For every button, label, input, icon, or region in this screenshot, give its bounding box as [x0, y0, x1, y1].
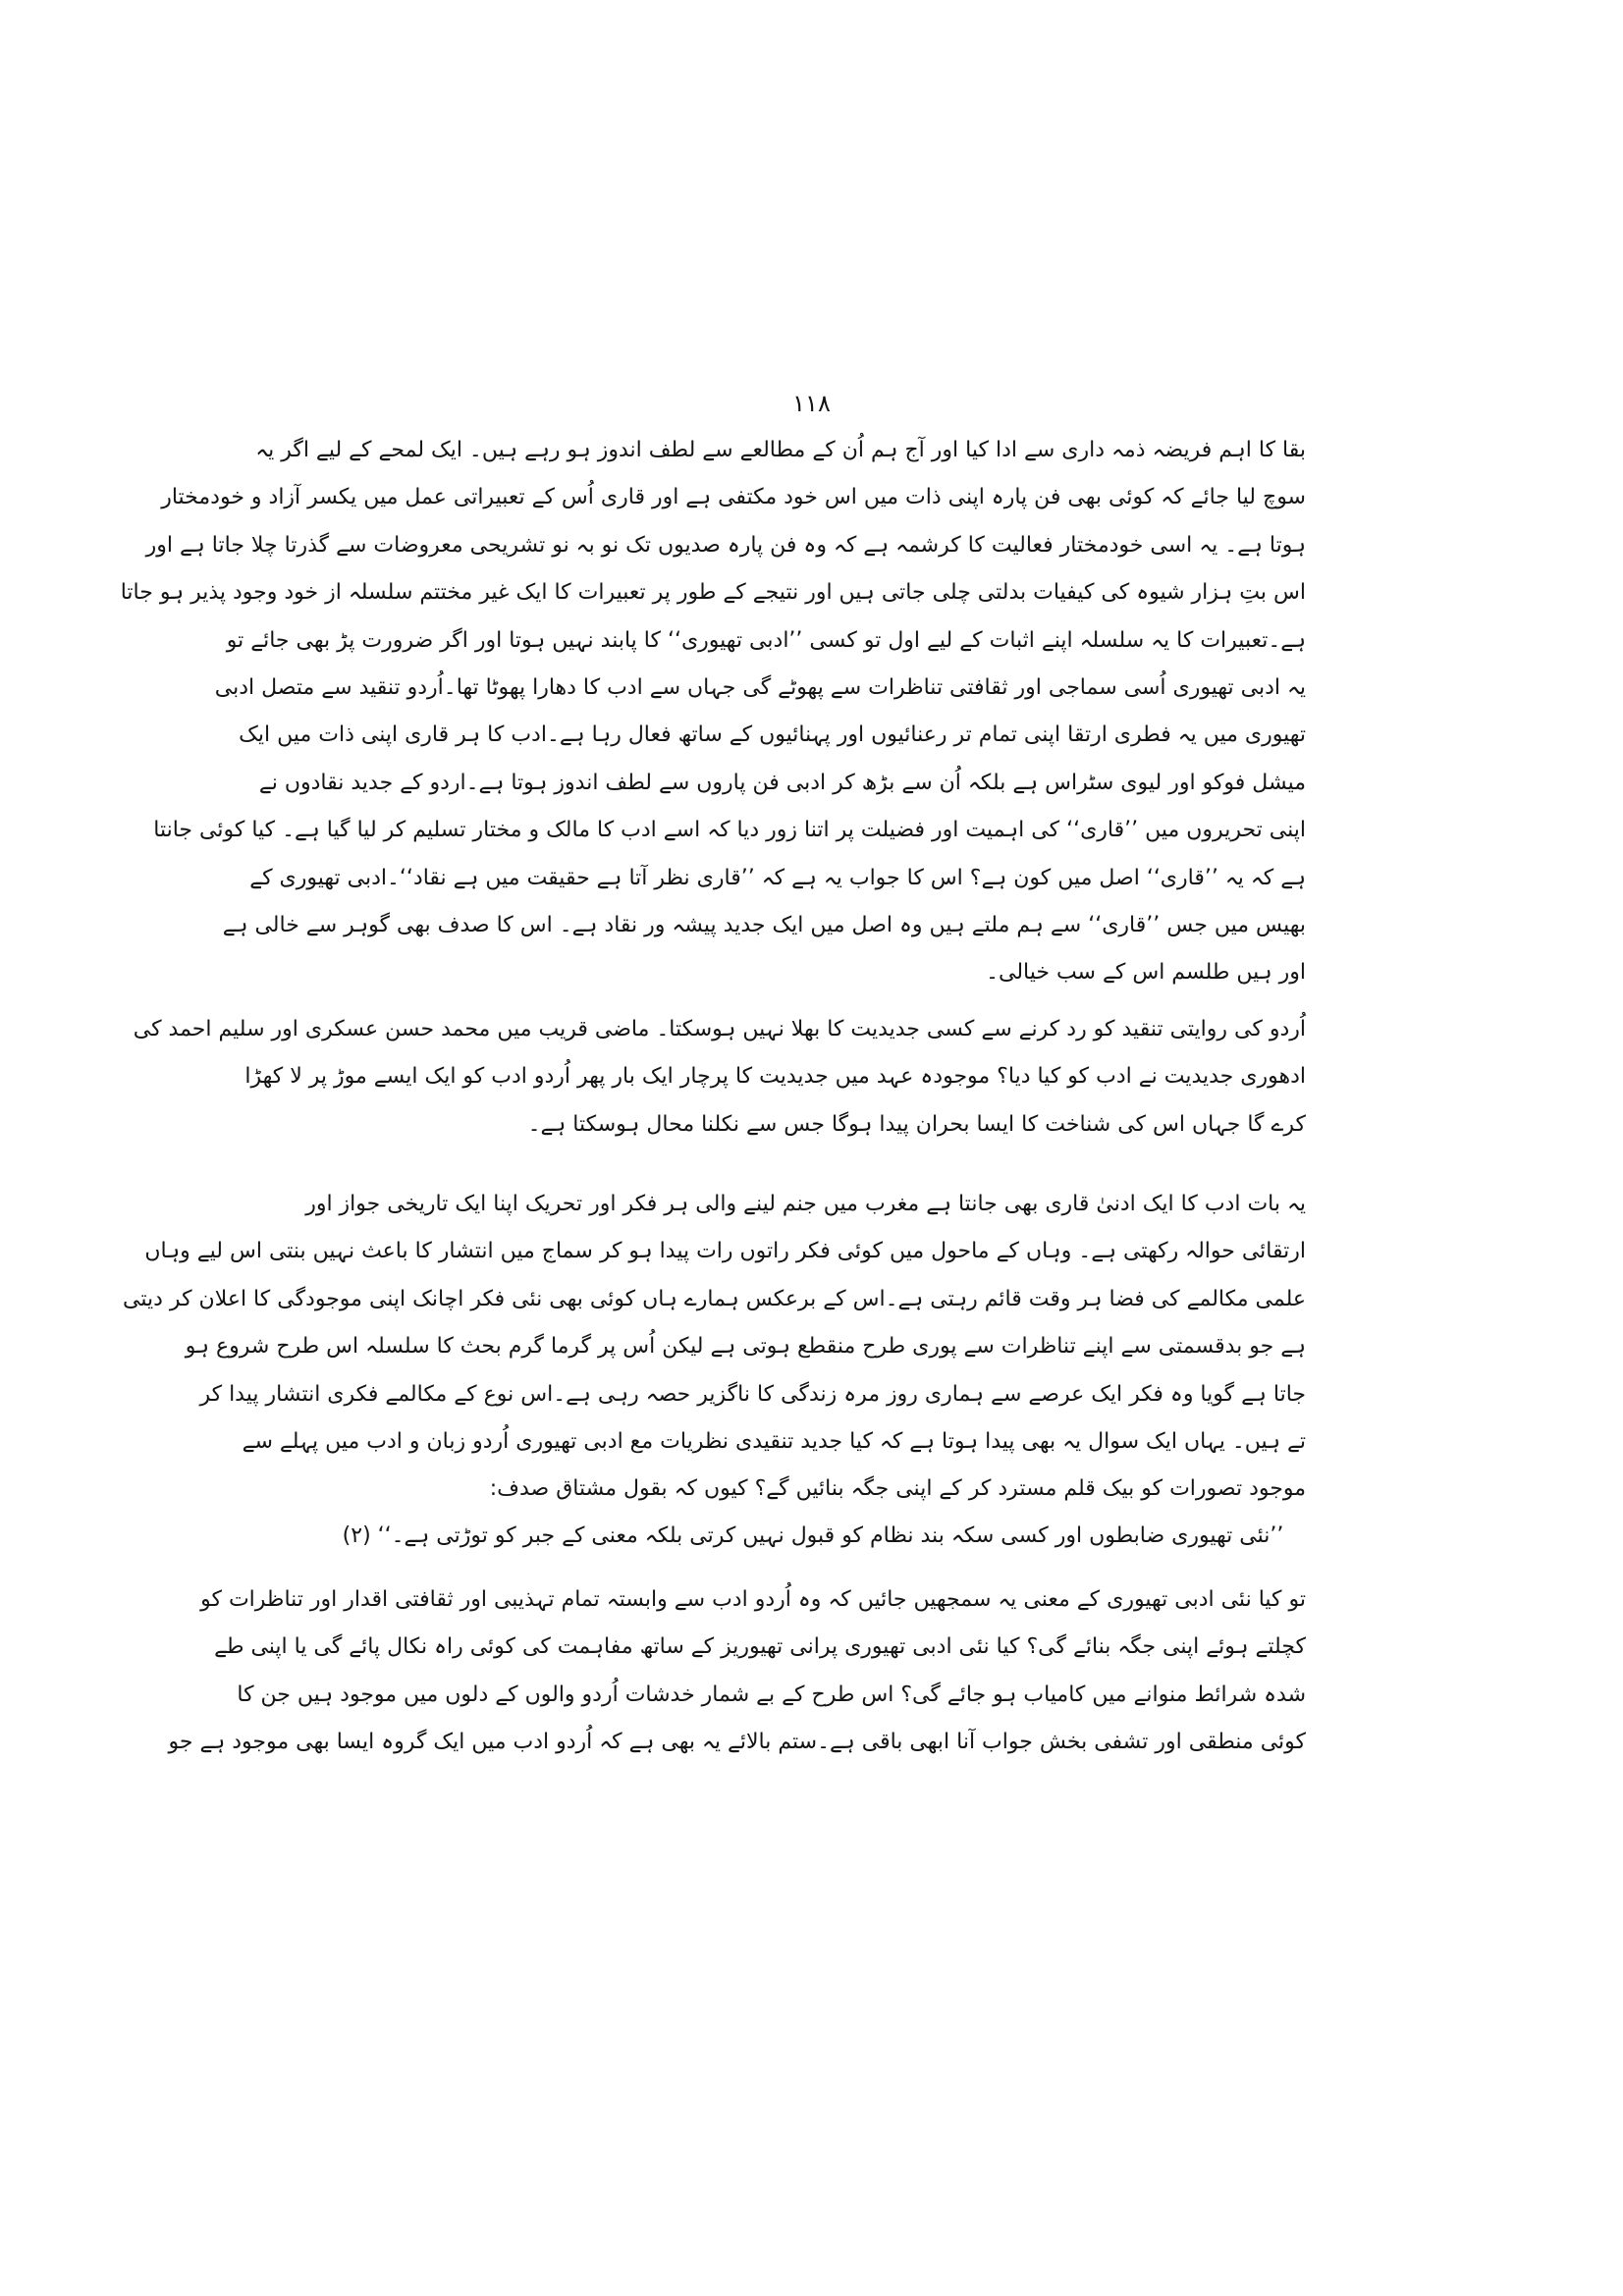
paragraph-line: اس بتِ ہزار شیوہ کی کیفیات بدلتی چلی جاتی ہیں اور نتیجے کے طور پر تعبیرات کا ایک غیر مختتم سلسلہ از خود وجود پذیر ہو جاتا — [120, 580, 1306, 606]
paragraph-line: اپنی تحریروں میں ’’قاری‘‘ کی اہمیت اور فضیلت پر اتنا زور دیا کہ اسے ادب کا مالک و مختار تسلیم کر لیا گیا ہے۔ کیا کوئی جانتا — [153, 818, 1306, 843]
paragraph-line: کرے گا جہاں اس کی شناخت کا ایسا بحران پیدا ہوگا جس سے نکلنا محال ہوسکتا ہے۔ — [527, 1111, 1306, 1137]
paragraph-line: ارتقائی حوالہ رکھتی ہے۔ وہاں کے ماحول میں کوئی فکر راتوں رات پیدا ہو کر سماج میں انتشار کا باعث نہیں بنتی اس لیے وہاں — [144, 1239, 1306, 1264]
paragraph-line: تھیوری میں یہ فطری ارتقا اپنی تمام تر رعنائیوں اور پہنائیوں کے ساتھ فعال رہا ہے۔ادب کا ہر قاری اپنی ذات میں ایک — [239, 722, 1306, 748]
paragraph-line: ہے کہ یہ ’’قاری‘‘ اصل میں کون ہے؟ اس کا جواب یہ ہے کہ ’’قاری نظر آتا ہے حقیقت میں ہے نقاد‘‘۔ادبی تھیوری کے — [249, 865, 1306, 890]
paragraph-1 — [120, 427, 1306, 997]
paragraph-line: ہے۔تعبیرات کا یہ سلسلہ اپنے اثبات کے لیے اول تو کسی ’’ادبی تھیوری‘‘ کا پابند نہیں ہوتا اور اگر ضرورت پڑ بھی جائے تو — [226, 627, 1306, 653]
paragraph-line: تو کیا نئی ادبی تھیوری کے معنی یہ سمجھیں جائیں کہ وہ اُردو ادب سے وابستہ تمام تہذیبی اور ثقافتی اقدار اور تناظرات کو — [200, 1587, 1306, 1612]
paragraph-line: میشل فوکو اور لیوی سٹراس ہے بلکہ اُن سے بڑھ کر ادبی فن پاروں سے لطف اندوز ہوتا ہے۔اردو کے جدید نقادوں نے — [258, 770, 1306, 795]
paragraph-line: ہوتا ہے۔ یہ اسی خودمختار فعالیت کا کرشمہ ہے کہ وہ فن پارہ صدیوں تک نو بہ نو تشریحی معروضات سے گذرتا چلا جاتا ہے اور — [145, 532, 1306, 558]
paragraph-line: علمی مکالمے کی فضا ہر وقت قائم رہتی ہے۔اس کے برعکس ہمارے ہاں کوئی بھی نئی فکر اچانک اپنی موجودگی کا اعلان کر دیتی — [123, 1286, 1306, 1311]
paragraph-line: کچلتے ہوئے اپنی جگہ بنائے گی؟ کیا نئی ادبی تھیوری پرانی تھیوریز کے ساتھ مفاہمت کی کوئی راہ نکال پائے گی یا اپنی طے — [214, 1634, 1306, 1660]
paragraph-line: تے ہیں۔ یہاں ایک سوال یہ بھی پیدا ہوتا ہے کہ کیا جدید تنقیدی نظریات مع ادبی تھیوری اُردو زبان و ادب میں پہلے سے — [242, 1428, 1306, 1454]
paragraph-line: اور ہیں طلسم اس کے سب خیالی۔ — [986, 960, 1306, 986]
paragraph-line: شدہ شرائط منوانے میں کامیاب ہو جائے گی؟ اس طرح کے بے شمار خدشات اُردو والوں کے دلوں میں موجود ہیں جن کا — [237, 1682, 1306, 1707]
paragraph-line: یہ ادبی تھیوری اُسی سماجی اور ثقافتی تناظرات سے پھوٹے گی جہاں سے ادب کا دھارا پھوٹا تھا۔اُردو تنقید سے متصل ادبی — [214, 674, 1306, 700]
page-number: ۱۱۸ — [792, 390, 831, 417]
paragraph-3 — [123, 1181, 1306, 1514]
paragraph-4 — [168, 1576, 1306, 1767]
paragraph-line: اُردو کی روایتی تنقید کو رد کرنے سے کسی جدیدیت کا بھلا نہیں ہوسکتا۔ ماضی قریب میں محمد حسن عسکری اور سلیم احمد کی — [133, 1017, 1306, 1041]
paragraph-line: بھیس میں جس ’’قاری‘‘ سے ہم ملتے ہیں وہ اصل میں ایک جدید پیشہ ور نقاد ہے۔ اس کا صدف بھی گوہر سے خالی ہے — [222, 912, 1306, 937]
paragraph-line: سوچ لیا جائے کہ کوئی بھی فن پارہ اپنی ذات میں اس خود مکتفی ہے اور قاری اُس کے تعبیراتی عمل میں یکسر آزاد و خودمختار — [161, 485, 1306, 510]
block-quote: ’’نئی تھیوری ضابطوں اور کسی سکہ بند نظام کو قبول نہیں کرتی بلکہ معنی کے جبر کو توڑتی ہے۔‘‘ (۲) — [342, 1523, 1284, 1548]
paragraph-line: موجود تصورات کو بیک قلم مسترد کر کے اپنی جگہ بنائیں گے؟ کیوں کہ بقول مشتاق صدف: — [489, 1476, 1306, 1502]
paragraph-line: یہ بات ادب کا ایک ادنیٰ قاری بھی جانتا ہے مغرب میں جنم لینے والی ہر فکر اور تحریک اپنا ایک تاریخی جواز اور — [305, 1192, 1306, 1216]
paragraph-line: کوئی منطقی اور تشفی بخش جواب آنا ابھی باقی ہے۔ستم بالائے یہ بھی ہے کہ اُردو ادب میں ایک گروہ ایسا بھی موجود ہے جو — [168, 1730, 1306, 1755]
paragraph-line: ہے جو بدقسمتی سے اپنے تناظرات سے پوری طرح منقطع ہوتی ہے لیکن اُس پر گرما گرم بحث کا سلسلہ اس طرح شروع ہو — [185, 1334, 1306, 1360]
paragraph-line: بقا کا اہم فریضہ ذمہ داری سے ادا کیا اور آج ہم اُن کے مطالعے سے لطف اندوز ہو رہے ہیں۔ ایک لمحے کے لیے اگر یہ — [255, 438, 1306, 462]
paragraph-line: ادھوری جدیدیت نے ادب کو کیا دیا؟ موجودہ عہد میں جدیدیت کا پرچار ایک بار پھر اُردو ادب کو ایک ایسے موڑ پر لا کھڑا — [244, 1064, 1306, 1090]
paragraph-2 — [133, 1006, 1306, 1148]
paragraph-line: جاتا ہے گویا وہ فکر ایک عرصے سے ہماری روز مرہ زندگی کا ناگزیر حصہ رہی ہے۔اس نوع کے مکالمے فکری انتشار پیدا کر — [199, 1381, 1306, 1407]
